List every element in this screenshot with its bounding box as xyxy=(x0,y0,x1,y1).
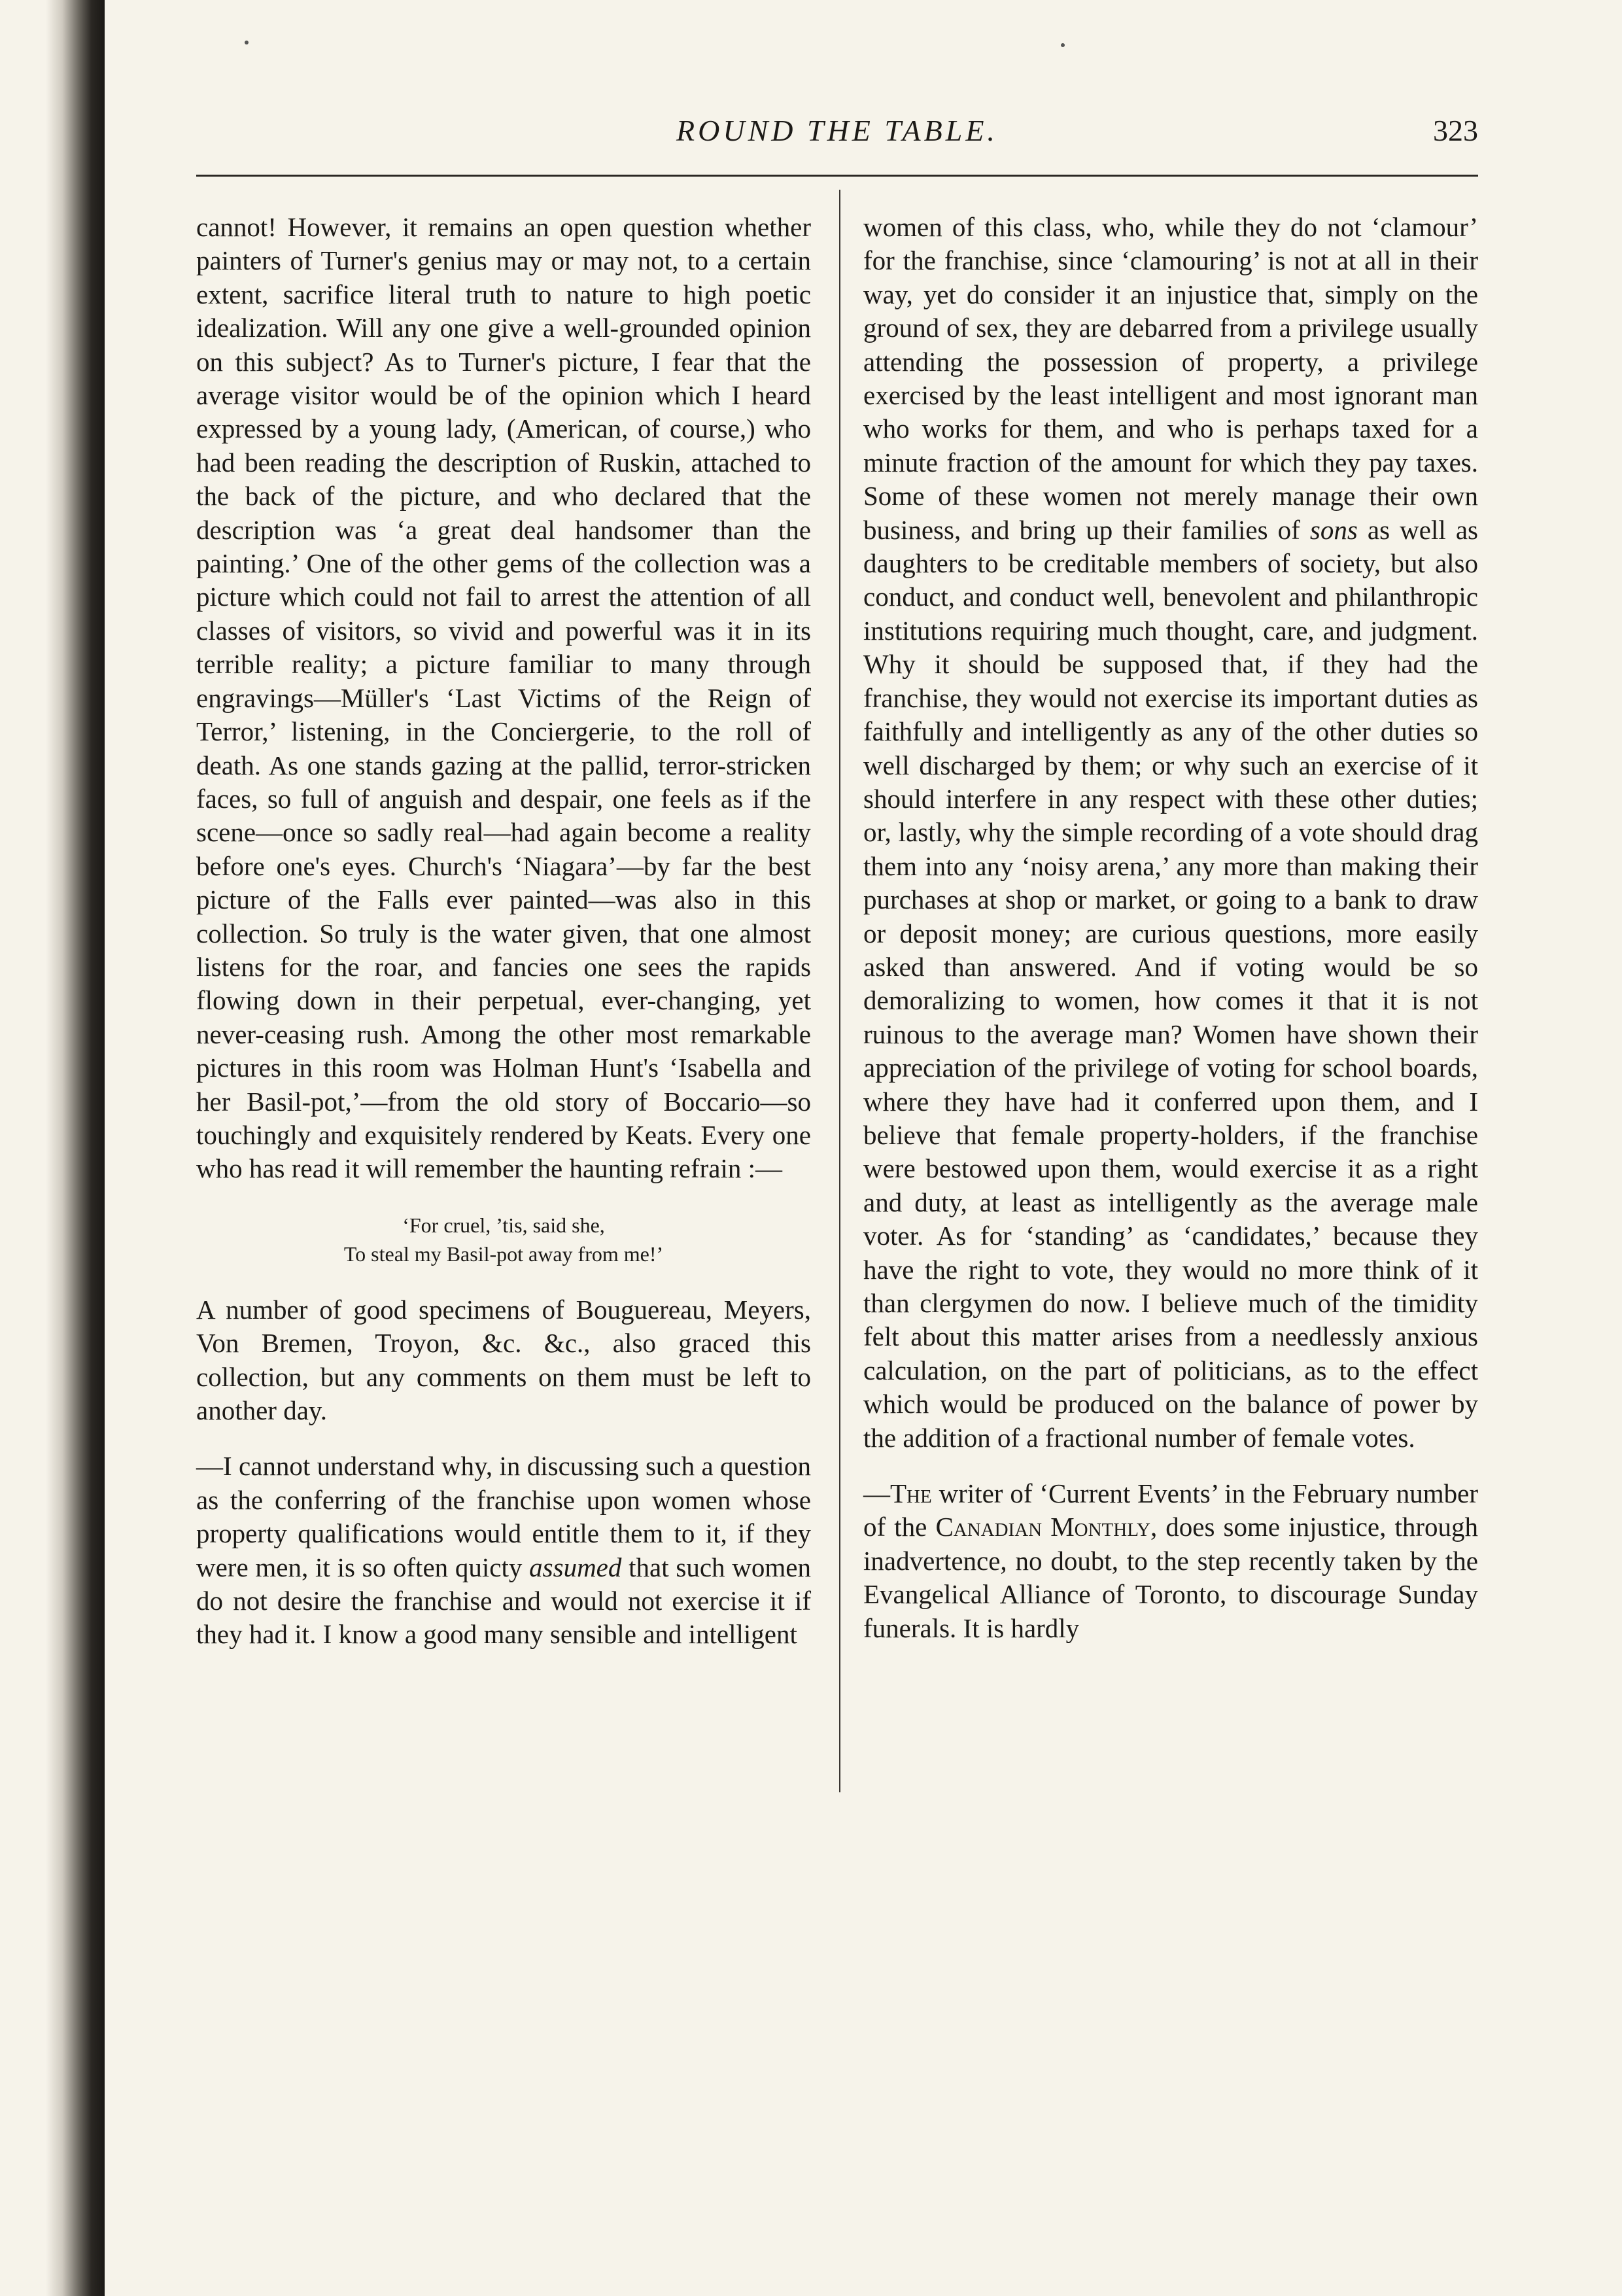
column-divider xyxy=(839,190,840,1792)
text-run: , does some injustice, through inadvertence, no doubt, to the step recently taken by the Evangelical Alliance of Toronto, to discourage Sunday funerals. It is hardly xyxy=(863,1512,1478,1643)
text-run: that such women do not desire the franchise and would not exercise it if they had it. I know a good many sensible and intelligent xyxy=(196,1552,811,1650)
verse-line: ‘For cruel, ’tis, said she, xyxy=(402,1213,605,1237)
page-number: 323 xyxy=(1433,114,1478,147)
text-run: women of this class, who, while they do not ‘clamour’ for the franchise, since ‘clamouring’ is not at all in their way, yet do consider it an injustice that, simply on the ground of sex, they are debarred from a privilege usually attending the possession of property, a privilege exercised by the least intelligent and most ignorant man who works for them, and who is perhaps taxed for a minute fraction of the amount for which they pay taxes. Some of these women not merely manage their own business, and bring up their families of xyxy=(863,212,1478,545)
running-title: ROUND THE TABLE. xyxy=(676,114,998,147)
verse-quotation xyxy=(196,1211,811,1268)
paragraph: A number of good specimens of Bouguereau, Meyers, Von Bremen, Troyon, &c. &c., also graced this collection, but any comments on them must be left to another day. xyxy=(196,1294,811,1425)
paragraph xyxy=(863,211,1478,1455)
text-run: writer of ‘Current Events’ in the February number of the xyxy=(863,1478,1478,1542)
scan-speck xyxy=(1061,43,1065,47)
paragraph: cannot! However, it remains an open question whether painters of Turner's genius may or may not, to a certain extent, sacrifice literal truth to nature to high poetic idealization. Will any one give a well-grounded opinion on this subject? As to Turner's picture, I fear that the average visitor would be of the opinion which I heard expressed by a young lady, (American, of course,) who had been reading the description of Ruskin, attached to the back of the picture, and who declared that the description was ‘a great deal handsomer than the painting.’ One of the other gems of the collection was a picture which could not fail to arrest the attention of all classes of visitors, so vivid and powerful was it in its terrible reality; a picture familiar to many through engravings—Müller's ‘Last Victims of the Reign of Terror,’ listening, in the Conciergerie, to the roll of death. As one stands gazing at the pallid, terror-stricken faces, so full of anguish and despair, one feels as if the scene—once so sadly real—had again become a reality before one's eyes. Church's ‘Niagara’—by far the best picture of the Falls ever painted—was also in this collection. So truly is the water given, that one almost listens for the roar, and fancies one sees the rapids flowing down in their perpetual, ever-changing, yet never-ceasing rush. Among the other most remarkable pictures in this room was Holman Hunt's ‘Isabella and her Basil-pot,’—from the old story of Boccario—so touchingly and exquisitely rendered by Keats. Every one who has read it will remember the haunting refrain :— xyxy=(196,212,811,1184)
book-binding-edge xyxy=(0,0,105,2296)
scan-speck xyxy=(245,41,249,44)
header-rule xyxy=(196,175,1478,177)
right-column xyxy=(863,211,1478,1645)
paragraph xyxy=(196,1450,811,1651)
emphasis: assumed xyxy=(529,1552,622,1582)
page-header xyxy=(196,111,1478,164)
left-column xyxy=(196,211,811,1652)
journal-name: Canadian Monthly xyxy=(935,1512,1150,1542)
text-run: as well as daughters to be creditable members of society, but also conduct, and conduct well, benevolent and philanthropic institutions requiring much thought, care, and judgment. Why it should be supposed that, if they had the franchise, they would not exercise its important duties as faithfully and intelligently as any of the other duties so well discharged by them; or why such an exercise of it should interfere in any respect with these other duties; or, lastly, why the simple recording of a vote should drag them into any ‘noisy arena,’ any more than making their purchases at shop or market, or going to a bank to draw or deposit money; are curious questions, more easily asked than answered. And if voting would be so demoralizing to women, how comes it that it is not ruinous to the average man? Women have shown their appreciation of the privilege of voting for school boards, where they have had it conferred upon them, and I believe that female property-holders, if the franchise were bestowed upon them, would exercise it as a right and duty, at least as intelligently as the average male voter. As for ‘standing’ as ‘candidates,’ because they have the right to vote, they would no more think of it than clergymen do now. I believe much of the timidity felt about this matter arises from a needlessly anxious calculation, on the part of politicians, as to the effect which would be produced on the balance of power by the addition of a fractional number of female votes. xyxy=(863,514,1478,1453)
verse-line: To steal my Basil-pot away from me!’ xyxy=(343,1242,664,1266)
text-run: —The xyxy=(863,1478,932,1509)
text-run: —I cannot understand why, in discussing such a question as the conferring of the franchise upon women whose property qualifications would entitle them to it, if they were men, it is so often quicty xyxy=(196,1451,811,1582)
paragraph xyxy=(863,1477,1478,1645)
emphasis: sons xyxy=(1309,514,1358,545)
